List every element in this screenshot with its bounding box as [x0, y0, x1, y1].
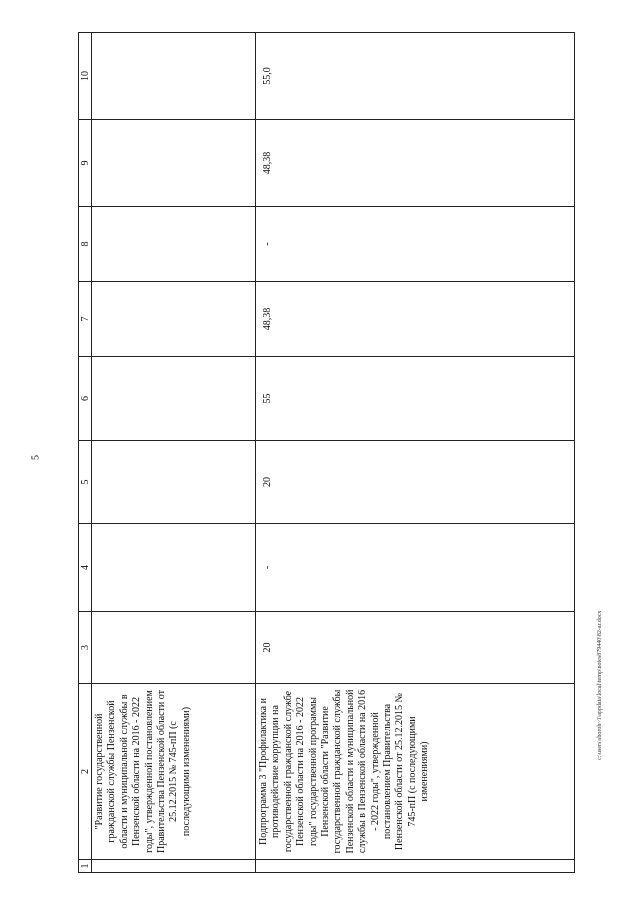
file-path-footer: c:\users\sboroh~1\appdata\local\temp\notes879440\82-ar.docx: [597, 610, 603, 760]
header-cell: 9: [79, 120, 92, 207]
cell-value: [92, 612, 256, 684]
cell-program-name: Подпрограмма 3 "Профилактика и противодействие коррупции на государственной гражданской службе Пензенской области на 2016 - 2022 годы" государственной программы Пензенской области "Развитие государственной гражданской службы Пензенской области и муниципальной службы в Пензенской области на 2016 - 2022 годы", утвержденной постановлением Правительства Пензенской области от 25.12.2015 № 745-пП (с последующими изменениями): [256, 684, 575, 860]
cell-value: -: [256, 207, 575, 282]
cell-value: 20: [256, 612, 575, 684]
cell-value: -: [256, 524, 575, 612]
data-table: [78, 32, 575, 873]
cell-value: 55,0: [256, 33, 575, 120]
cell-value: 48,38: [256, 282, 575, 357]
cell-value: 48,38: [256, 120, 575, 207]
header-cell: 5: [79, 441, 92, 524]
cell-index: [256, 860, 575, 873]
cell-value: [92, 441, 256, 524]
page-number: 5: [30, 455, 42, 460]
table-row: [256, 33, 575, 873]
cell-value: 20: [256, 441, 575, 524]
cell-program-name: "Развитие государственной гражданской службы Пензенской области и муниципальной службы в Пензенской области на 2016 - 2022 годы", утвержденной постановлением Правительства Пензенской области от 25.12.2015 № 745-пП (с последующими изменениями): [92, 684, 256, 860]
header-row: [79, 33, 92, 873]
header-cell: 10: [79, 33, 92, 120]
cell-value: [92, 524, 256, 612]
cell-value: [92, 33, 256, 120]
cell-value: [92, 207, 256, 282]
header-cell: 4: [79, 524, 92, 612]
header-cell: 8: [79, 207, 92, 282]
header-cell: 7: [79, 282, 92, 357]
header-cell: 3: [79, 612, 92, 684]
cell-value: [92, 282, 256, 357]
data-table-rotated: [78, 33, 575, 873]
header-cell: 2: [79, 684, 92, 860]
header-cell: 6: [79, 357, 92, 441]
cell-value: [92, 357, 256, 441]
header-cell: 1: [79, 860, 92, 873]
cell-value: 55: [256, 357, 575, 441]
cell-value: [92, 120, 256, 207]
cell-index: [92, 860, 256, 873]
table-row: [92, 33, 256, 873]
